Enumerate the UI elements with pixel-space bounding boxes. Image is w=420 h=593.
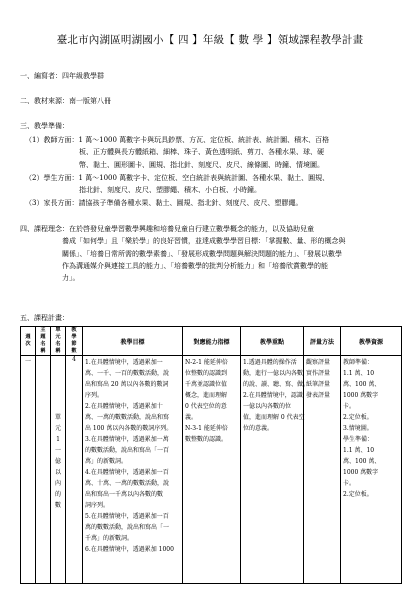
student-prep-line: （2）學生方面：1 萬～1000 萬數字卡、定位板、空白統計表與統計圖、各種水果、黏土、圓規、 <box>25 174 330 182</box>
plan-heading: 五、課程計畫： <box>20 314 69 322</box>
focus-line: 值，進而理解 0 代表空 <box>243 414 305 421</box>
unit-name-cell: 單元1一億以內的數 <box>51 356 66 584</box>
prep-heading: 三、教學準備： <box>20 122 69 130</box>
goal-line: 4.在具體情境中，透過累加一百 <box>85 469 169 476</box>
focus-cell <box>241 356 310 584</box>
source-line: 二、教材來源：南一版第八冊 <box>20 97 111 105</box>
resource-cell <box>341 356 402 584</box>
indicator-line: 千萬並認識位值 <box>185 381 228 388</box>
philosophy-line: 作為溝通媒介與連接工具的能力」、「培養數學的批判分析能力」和「培養欣賞數學的能 <box>62 261 328 270</box>
assess-line: 觀察評量 <box>306 359 331 366</box>
header-indicator: 對應能力指標 <box>183 327 241 356</box>
header-week: 週次 <box>21 327 36 356</box>
resource-line: 1.1 萬、10 <box>343 447 375 454</box>
teacher-prep <box>25 134 329 171</box>
header-hours: 教學節數 <box>66 327 83 356</box>
table-header-row <box>21 327 402 356</box>
indicator-line: N-2-1 能延伸倍 <box>185 359 228 366</box>
curriculum-philosophy <box>20 223 346 284</box>
assess-line: 發表評量 <box>306 392 331 399</box>
resource-line: 1.1 萬、10 <box>343 370 375 377</box>
goal-line: 6.在具體情境中，透過累加 1000 <box>85 546 174 553</box>
resource-line: 萬、100 萬、 <box>343 381 381 388</box>
teacher-prep-line: 板、正方體與長方體紙箱、細棒、珠子、黃色透明紙、剪刀、各種水果、球、硬 <box>79 148 324 157</box>
indicator-cell <box>183 356 241 584</box>
assess-line: 實作評量 <box>306 370 331 377</box>
indicator-line: 數整數的認識。 <box>185 436 228 443</box>
header-unit: 單元名稱 <box>51 327 66 356</box>
resource-line: 3.情境圖。 <box>343 425 373 432</box>
header-goal: 教學目標 <box>83 327 183 356</box>
focus-line: 一億以內各數的位 <box>243 403 292 410</box>
philosophy-line: 四、課程理念：在於啓發兒童學習數學興趣和培養兒童自行建立數學概念的能力，以及協助兒童 <box>20 225 314 233</box>
goal-line: 萬、一千、一百的數數活動，說 <box>85 370 170 377</box>
indicator-line: N-3-1 能延伸倍 <box>185 425 228 432</box>
resource-line: 卡。 <box>343 403 356 410</box>
goal-line: 詞序列。 <box>85 502 110 509</box>
focus-line: 位的意義。 <box>243 425 274 432</box>
philosophy-line: 關係」、「培養日常所需的數學素養」、「發展形成數學問題與解決問題的能力」、「發展以數學 <box>62 249 342 258</box>
focus-line: 的說、讀、聽、寫、做。 <box>243 381 310 388</box>
goal-line: 5.在具體情境中，透過累加一百 <box>85 513 169 520</box>
indicator-line: 義。 <box>185 414 198 421</box>
goal-line: 出和寫出 20 萬以內各數的數詞 <box>85 381 169 388</box>
goal-line: 序列。 <box>85 392 104 399</box>
table-row <box>21 356 402 584</box>
resource-line: 卡。 <box>343 480 356 487</box>
student-prep-line: 指北針、刻度尺、皮尺、塑膠繩、積木、小白板、小時鐘。 <box>79 186 261 195</box>
teacher-prep-line: （1）教師方面：1 萬～1000 萬數字卡與玩具鈔票、方瓦、定位板、統計表、統計圖、積木、百格 <box>25 136 330 144</box>
goal-line: 千萬」的新數詞。 <box>85 535 134 542</box>
parent-prep: （3）家長方面：請協孩子準備各種水果、黏土、圓規、指北針、刻度尺、皮尺、塑膠繩。 <box>25 199 303 207</box>
resource-line: 1000 萬數字 <box>343 469 379 476</box>
indicator-line: 0 代表空位的意 <box>185 403 227 410</box>
teacher-prep-line: 幣、黏土、圓形圖卡、圓規、指北針、刻度尺、皮尺、線條圖、時鐘、情境圖。 <box>79 160 324 169</box>
student-prep <box>25 172 329 197</box>
focus-line: 1.透過具體的操作活 <box>243 359 297 366</box>
assess-cell <box>304 356 341 584</box>
resource-line: 教師準備： <box>343 359 374 366</box>
resource-line: 2.定位板。 <box>343 414 373 421</box>
goal-line: 萬、一萬的數數活動，說出和寫 <box>85 414 170 421</box>
indicator-line: 位整數的認識到 <box>185 370 228 377</box>
goal-line: 2.在具體情境中，透過累加十 <box>85 403 163 410</box>
assess-line: 紙筆評量 <box>306 381 331 388</box>
goal-line: 萬」的新數詞。 <box>85 458 128 465</box>
header-focus: 教學重點 <box>241 327 304 356</box>
resource-line: 學生準備： <box>343 436 374 443</box>
indicator-line: 概念，進而理解 <box>185 392 228 399</box>
header-theme: 主題名稱 <box>36 327 51 356</box>
philosophy-line: 養成「如何學」且「樂於學」的良好習慣，並達成數學學習目標：「掌握數、量、形的概念與 <box>62 237 346 246</box>
resource-line: 萬、100 萬、 <box>343 458 381 465</box>
author-line: 一、編寫者：四年級教學群 <box>20 72 104 80</box>
theme-cell <box>36 356 51 584</box>
goal-line: 出 100 萬以內各數的數詞序列。 <box>85 425 173 432</box>
goal-line: 萬、十萬、一萬的數數活動，說 <box>85 480 170 487</box>
header-assess: 評量方法 <box>304 327 341 356</box>
hours-cell: 4 <box>66 356 83 584</box>
goal-line: 的數數活動，說出和寫出「一百 <box>85 447 170 454</box>
goal-cell <box>83 356 183 584</box>
philosophy-line: 力」。 <box>62 274 80 283</box>
resource-line: 1000 萬數字 <box>343 392 379 399</box>
focus-line: 動，進行一億以內各數 <box>243 370 304 377</box>
course-plan-table <box>20 326 402 584</box>
goal-line: 1.在具體情境中，透過累加一 <box>85 359 163 366</box>
header-resource: 教學資源 <box>341 327 402 356</box>
week-cell: 一 <box>21 356 36 584</box>
goal-line: 3.在具體情境中，透過累加一萬 <box>85 436 169 443</box>
goal-line: 萬的數數活動，說出和寫出「一 <box>85 524 170 531</box>
focus-line: 2.在具體情境中，認識 <box>243 392 303 399</box>
resource-line: 2.定位板。 <box>343 491 373 498</box>
goal-line: 出和寫出一千萬以內各數的數 <box>85 491 164 498</box>
page-title: 臺北市內湖區明湖國小【 四 】年級【 數 學 】領域課程教學計畫 <box>56 34 364 46</box>
